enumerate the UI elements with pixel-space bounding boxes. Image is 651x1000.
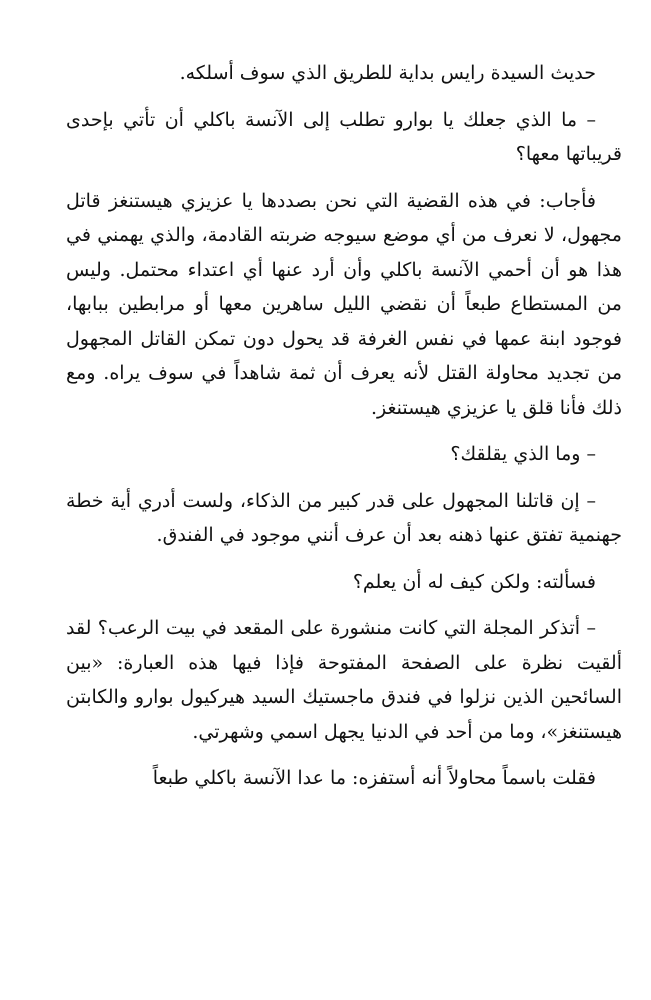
paragraph-smiling-reply: فقلت باسماً محاولاً أنه أستفزه: ما عدا الآنسة باكلي طبعاً — [152, 767, 596, 789]
paragraph-magazine: – أتذكر المجلة التي كانت منشورة على المقعد في بيت الرعب؟ لقد ألقيت نظرة على الصفحة المفتوحة فإذا فيها هذه العبارة: «بين السائحين الذين نزلوا في فندق ماجستيك السيد هيركيول بوارو والكابتن هيستنغز»، وما من أحد في الدنيا يجهل اسمي وشهرتي. — [66, 617, 622, 743]
book-page — [66, 56, 622, 808]
paragraph-question-relative: – ما الذي جعلك يا بوارو تطلب إلى الآنسة باكلي أن تأتي بإحدى قريباتها معها؟ — [66, 108, 622, 165]
paragraph-poirot-answer: فأجاب: في هذه القضية التي نحن بصددها يا عزيزي هيستنغز قاتل مجهول، لا نعرف من أي موضع سيوجه ضربته القادمة، والذي يهمني في هذا هو أن أحمي الآنسة باكلي وأن أرد عنها أي اعتداء محتمل. وليس من المستطاع طبعاً أن نقضي الليل ساهرين معها أو مرابطين ببابها، فوجود ابنة عمها في نفس الغرفة قد يحول دون تمكن القاتل المجهول من تجديد محاولة القتل لأنه يعرف أن ثمة شاهداً في سوف يراه. ومع ذلك فأنا قلق يا عزيزي هيستنغز. — [66, 189, 622, 419]
paragraph-continuation: حديث السيدة رايس بداية للطريق الذي سوف أسلكه. — [179, 62, 596, 84]
paragraph-clever-killer: – إن قاتلنا المجهول على قدر كبير من الذكاء، ولست أدري أية خطة جهنمية تفتق عنها ذهنه بعد أن عرف أنني موجود في الفندق. — [66, 489, 622, 546]
paragraph-what-worries: – وما الذي يقلقك؟ — [450, 443, 596, 465]
paragraph-how-know: فسألته: ولكن كيف له أن يعلم؟ — [352, 570, 596, 593]
